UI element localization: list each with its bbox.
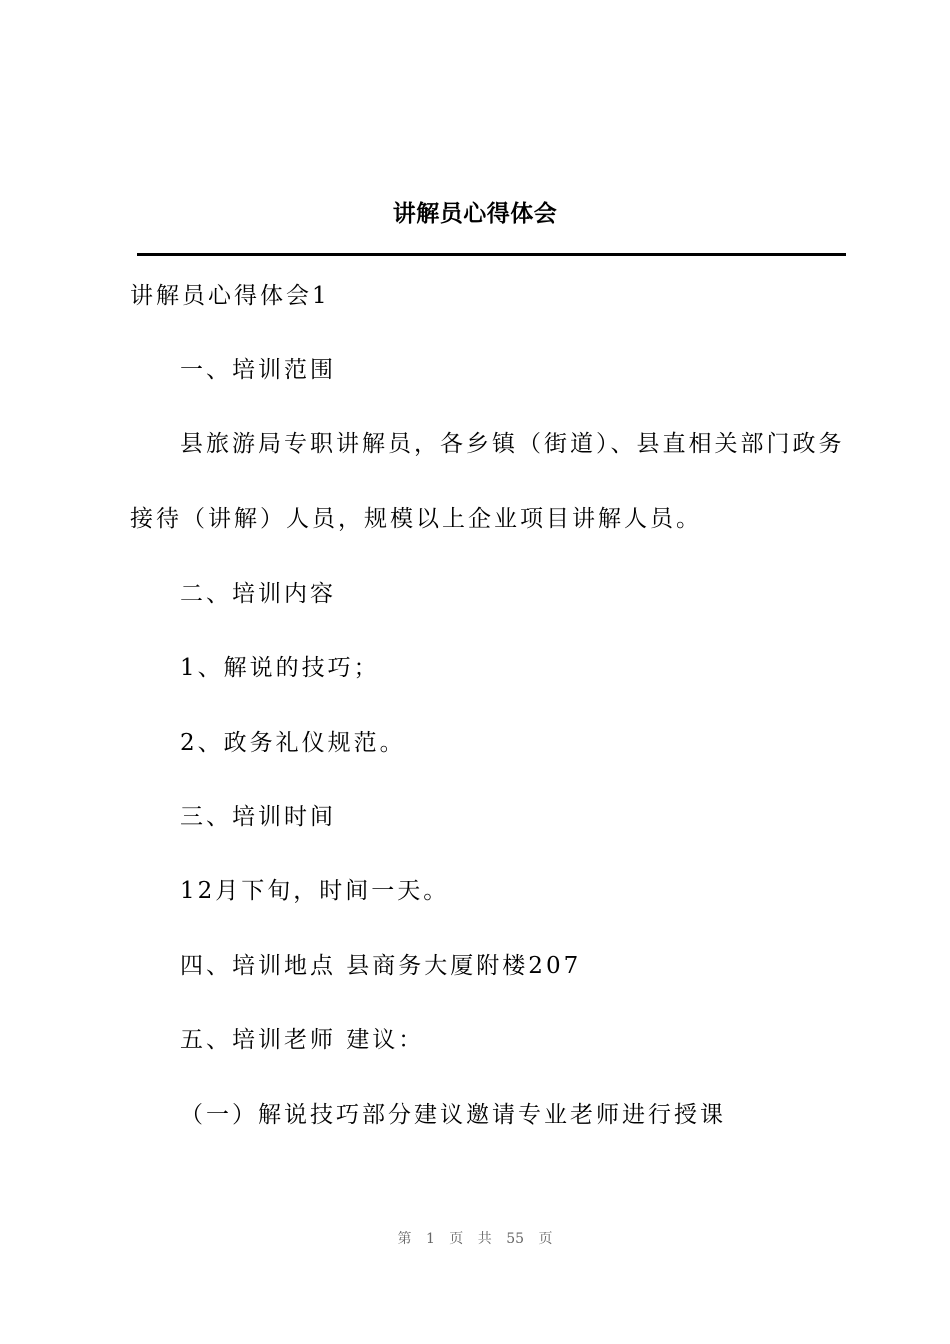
paragraph-line: 五、培训老师 建议：: [180, 1027, 425, 1053]
paragraph-line: 12月下旬，时间一天。: [180, 878, 450, 904]
document-title: 讲解员心得体会: [392, 201, 558, 227]
paragraph-line: 四、培训地点 县商务大厦附楼207: [180, 953, 582, 979]
paragraph-line: 二、培训内容: [180, 581, 336, 607]
paragraph-line: 县旅游局专职讲解员，各乡镇（街道）、县直相关部门政务: [180, 431, 845, 457]
paragraph-line: （一）解说技巧部分建议邀请专业老师进行授课: [180, 1102, 726, 1128]
paragraph-line: 2、政务礼仪规范。: [180, 730, 406, 756]
title-underline: [137, 253, 846, 256]
paragraph-line: 接待（讲解）人员，规模以上企业项目讲解人员。: [130, 506, 702, 532]
page-footer: 第 1 页 共 55 页: [397, 1231, 553, 1247]
section-heading: 讲解员心得体会1: [130, 283, 330, 309]
paragraph-line: 一、培训范围: [180, 357, 336, 383]
paragraph-line: 三、培训时间: [180, 804, 336, 830]
paragraph-line: 1、解说的技巧；: [180, 655, 380, 681]
